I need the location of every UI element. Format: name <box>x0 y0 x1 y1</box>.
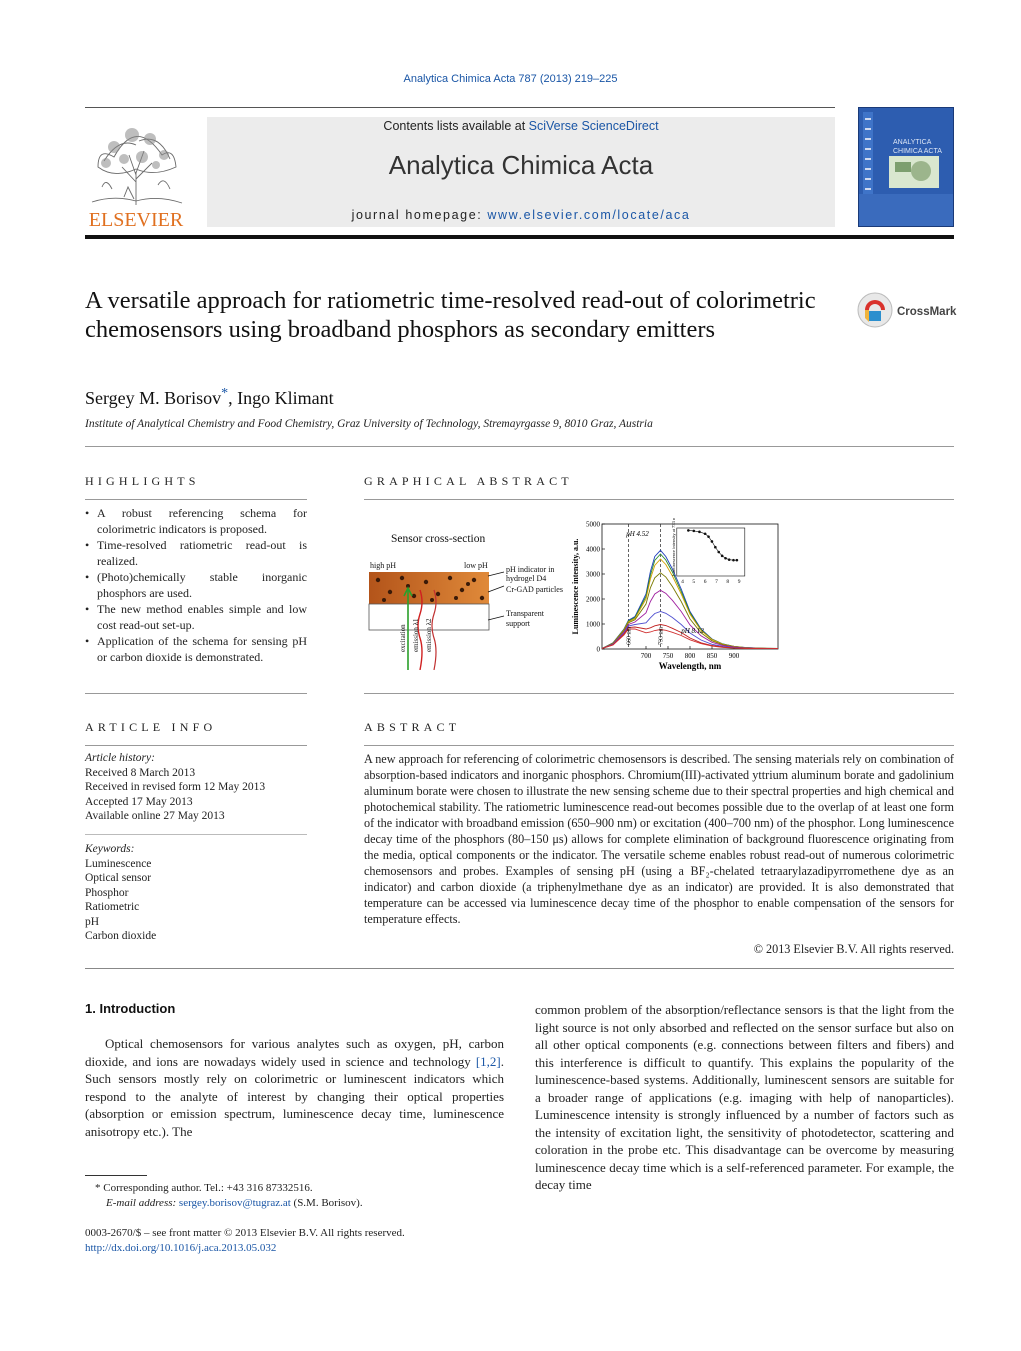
keywords-block <box>85 842 307 944</box>
y-tick-label: 4000 <box>586 545 600 554</box>
list-item: • The new method enables simple and low cost read-out set-up. <box>85 601 307 633</box>
elsevier-tree-icon <box>84 117 189 230</box>
keyword: pH <box>85 915 100 928</box>
y-tick-label: 1000 <box>586 620 600 629</box>
graphical-abstract-rule <box>364 499 954 500</box>
journal-cover[interactable] <box>858 107 954 227</box>
schematic-label: Cr-GAD particles <box>506 585 563 594</box>
inset-point <box>704 532 707 535</box>
article-info-heading: ARTICLE INFO <box>85 720 217 734</box>
emission-2-label: emission λ2 <box>425 618 433 652</box>
annotation-label: pH 8.12 <box>681 627 704 635</box>
annotation-label: 733 nm <box>658 626 665 645</box>
inset-x-tick-label: 4 <box>681 579 684 585</box>
inset-point <box>714 546 717 549</box>
list-item: • Time-resolved ratiometric read-out is realized. <box>85 537 307 569</box>
list-item: • Application of the schema for sensing pH or carbon dioxide is demonstrated. <box>85 633 307 665</box>
list-item: • (Photo)chemically stable inorganic phosphors are used. <box>85 569 307 601</box>
history-item: Accepted 17 May 2013 <box>85 795 193 808</box>
article-info-rule <box>85 745 307 746</box>
x-tick-label: 750 <box>662 652 674 660</box>
schematic-label: Transparent <box>506 609 544 618</box>
inset-point <box>717 551 720 554</box>
inset-x-tick-label: 8 <box>726 579 730 585</box>
article-title: A versatile approach for ratiometric time-resolved read-out of colorimetric chemosensors using broadband phosphors as secondary emitters <box>85 287 816 343</box>
low-ph-label: low pH <box>464 561 488 570</box>
graphical-abstract-heading: GRAPHICAL ABSTRACT <box>364 474 573 488</box>
affiliation-rule <box>85 446 954 447</box>
footnote-corresponding: * Corresponding author. Tel.: +43 316 87332516. <box>95 1182 313 1194</box>
inset-x-tick-label: 5 <box>692 579 696 585</box>
highlights-rule <box>85 499 307 500</box>
keyword: Optical sensor <box>85 872 152 884</box>
abstract-heading: ABSTRACT <box>364 720 461 734</box>
doi-link[interactable]: http://dx.doi.org/10.1016/j.aca.2013.05.032 <box>85 1242 277 1254</box>
inset-point <box>707 535 710 538</box>
sensor-schematic <box>364 520 569 670</box>
author-list <box>85 386 334 409</box>
crossmark-label: CrossMark <box>897 306 957 318</box>
footnote-email <box>106 1196 363 1211</box>
history-item: Available online 27 May 2013 <box>85 810 225 822</box>
email-suffix: (S.M. Borisov). <box>290 1197 363 1209</box>
keyword: Carbon dioxide <box>85 930 157 942</box>
author-separator: , <box>228 388 238 408</box>
y-tick-label: 2000 <box>586 595 600 604</box>
affiliation: Institute of Analytical Chemistry and Food Chemistry, Graz University of Technology, Stremayrgasse 9, 8010 Graz, Austria <box>85 418 653 430</box>
abstract-text: A new approach for referencing of colorimetric chemosensors is described. The sensing materials rely on combination of absorption-based indicators and inorganic phosphors. Chromium(III)-activated yttrium aluminum borate and gadolinium aluminum borate were chosen to illustrate the new sensing scheme due to their spectral properties and high chemical and photochemical stability. The ratiometric luminescence read-out becomes possible due to the overlap of at least one form of the indicator with broadband emission (650–900 nm) or excitation (400–700 nm) of the phosphor. Long luminescence decay time of the phosphors (80–150 μs) allows for complete elimination of background fluorescence originating from the media, optical components or the indicator. The versatile scheme enables robust read-out of numerous colorimetric chemosensors and probes. Examples of sensing pH (using a BF₂-chelated tetraarylazadipyrromethene dye as an indicator) and carbon dioxide (a triphenylmethane dye as an indicator) are provided. It is also demonstrated that temperature can be accessed via luminescence decay time of the phosphor to enable compensation of the sensors for temperature effects. <box>364 752 954 926</box>
highlights-bottom-rule <box>85 693 307 694</box>
footnote-rule <box>85 1175 147 1176</box>
journal-reference[interactable]: Analytica Chimica Acta 787 (2013) 219–225 <box>403 73 618 85</box>
keywords-rule <box>85 834 307 835</box>
elsevier-logo[interactable] <box>84 117 189 230</box>
x-tick-label: 900 <box>728 652 740 660</box>
email-label: E-mail address: <box>106 1197 179 1209</box>
sensing-layer <box>369 572 489 604</box>
corresponding-author-mark[interactable]: * <box>221 386 229 401</box>
sciencedirect-link[interactable]: SciVerse ScienceDirect <box>528 119 659 133</box>
highlights-list <box>85 505 307 665</box>
inset-point <box>724 557 727 560</box>
cover-title: ANALYTICA <box>893 139 932 146</box>
inset-x-tick-label: 6 <box>703 579 707 585</box>
list-item: • A robust referencing schema for colorimetric indicators is proposed. <box>85 505 307 537</box>
inset-point <box>721 555 724 558</box>
inset-point <box>711 540 714 543</box>
y-axis-label: Luminescence intensity, a.u. <box>571 538 580 635</box>
highlights-heading: HIGHLIGHTS <box>85 474 200 488</box>
issn-line: 0003-2670/$ – see front matter © 2013 Elsevier B.V. All rights reserved. <box>85 1227 405 1239</box>
y-tick-label: 5000 <box>586 520 600 529</box>
intro-paragraph-2: common problem of the absorption/reflectance sensors is that the light from the light source is not only absorbed and reflected on the sensor surface but also on all other optical components (e.g. connections between filters and fibers) and this interference is difficult to quantify. This explains the popularity of the luminescence-based systems. Additionally, luminescent sensors are suitable for a broader range of applications (e.g. imaging with help of nanoparticles). Luminescence intensity is strongly influenced by a number of factors such as the intensity of excitation light, the sensitivity of photodetector, scattering and coloration in the probe etc. This disadvantage can be overcome by measuring luminescence decay time which is a self-referenced parameter. For example, the decay time <box>535 1002 954 1192</box>
journal-header-box <box>207 117 835 227</box>
schematic-label: support <box>506 619 530 628</box>
inset-point <box>732 559 735 562</box>
journal-cover-image <box>859 108 953 226</box>
annotation-label: pH 4.52 <box>626 530 649 538</box>
homepage-line <box>207 208 835 222</box>
keyword: Ratiometric <box>85 901 140 913</box>
keyword: Phosphor <box>85 886 129 899</box>
svg-text:CHIMICA ACTA: CHIMICA ACTA <box>893 148 942 155</box>
x-tick-label: 850 <box>706 652 718 660</box>
intro-paragraph-1 <box>85 1035 504 1140</box>
homepage-prefix: journal homepage: <box>351 208 488 222</box>
inset-point <box>693 530 696 533</box>
history-item: Received in revised form 12 May 2013 <box>85 781 266 793</box>
inset-point <box>728 558 731 561</box>
inset-x-tick-label: 7 <box>715 579 718 585</box>
crossmark-badge[interactable] <box>857 291 957 329</box>
inset-point <box>698 531 701 534</box>
intro-text: Optical chemosensors for various analytes such as oxygen, pH, carbon dioxide, and ions are nowadays widely used in science and technology <box>85 1036 504 1069</box>
schematic-title: Sensor cross-section <box>391 533 486 545</box>
intro-text: . Such sensors mostly rely on colorimetric or luminescent indicators which respond to the analyte of interest by changing their optical properties (absorption or emission spectrum, luminescence decay time, luminescence anisotropy etc.). The <box>85 1053 504 1139</box>
graphical-abstract-bottom-rule <box>364 693 954 694</box>
excitation-label: excitation <box>399 624 407 652</box>
publisher-name: ELSEVIER <box>88 209 184 230</box>
author-name[interactable]: Ingo Klimant <box>237 388 334 408</box>
inset-y-axis-label: Luminescence intensity at 733 nm <box>670 518 676 576</box>
copyright-line: © 2013 Elsevier B.V. All rights reserved. <box>753 942 954 956</box>
journal-title[interactable]: Analytica Chimica Acta <box>388 150 654 180</box>
inset-x-tick-label: 9 <box>737 579 741 585</box>
contents-line <box>207 119 835 133</box>
crossmark-icon <box>858 293 892 327</box>
schematic-label: hydrogel D4 <box>506 574 547 583</box>
header-thick-rule <box>85 235 954 239</box>
homepage-link[interactable]: www.elsevier.com/locate/aca <box>487 208 691 222</box>
y-tick-label: 3000 <box>586 570 600 579</box>
history-label: Article history: <box>85 752 155 764</box>
x-tick-label: 800 <box>684 652 696 660</box>
section-heading: 1. Introduction <box>85 1001 176 1016</box>
keywords-label: Keywords: <box>85 843 135 855</box>
x-tick-label: 700 <box>640 652 652 660</box>
email-link[interactable]: sergey.borisov@tugraz.at <box>178 1197 291 1209</box>
x-axis-label: Wavelength, nm <box>658 661 722 671</box>
header-top-rule <box>85 107 835 108</box>
history-item: Received 8 March 2013 <box>85 766 196 779</box>
inset-point <box>687 529 690 532</box>
high-ph-label: high pH <box>370 561 396 570</box>
keyword: Luminescence <box>85 857 152 870</box>
spectrum-chart <box>566 518 786 680</box>
inset-point <box>736 559 739 562</box>
citation-link[interactable]: [1,2] <box>475 1053 501 1069</box>
emission-1-label: emission λ1 <box>412 618 420 652</box>
annotation-label: 660 nm <box>626 626 633 645</box>
abstract-rule <box>364 745 954 746</box>
schematic-label: pH indicator in <box>506 565 555 574</box>
author-name[interactable]: Sergey M. Borisov <box>85 388 222 408</box>
article-history <box>85 751 307 824</box>
y-tick-label: 0 <box>596 645 600 654</box>
inset-frame <box>677 528 745 576</box>
abstract-bottom-rule <box>85 968 954 969</box>
contents-prefix: Contents lists available at <box>383 119 529 133</box>
